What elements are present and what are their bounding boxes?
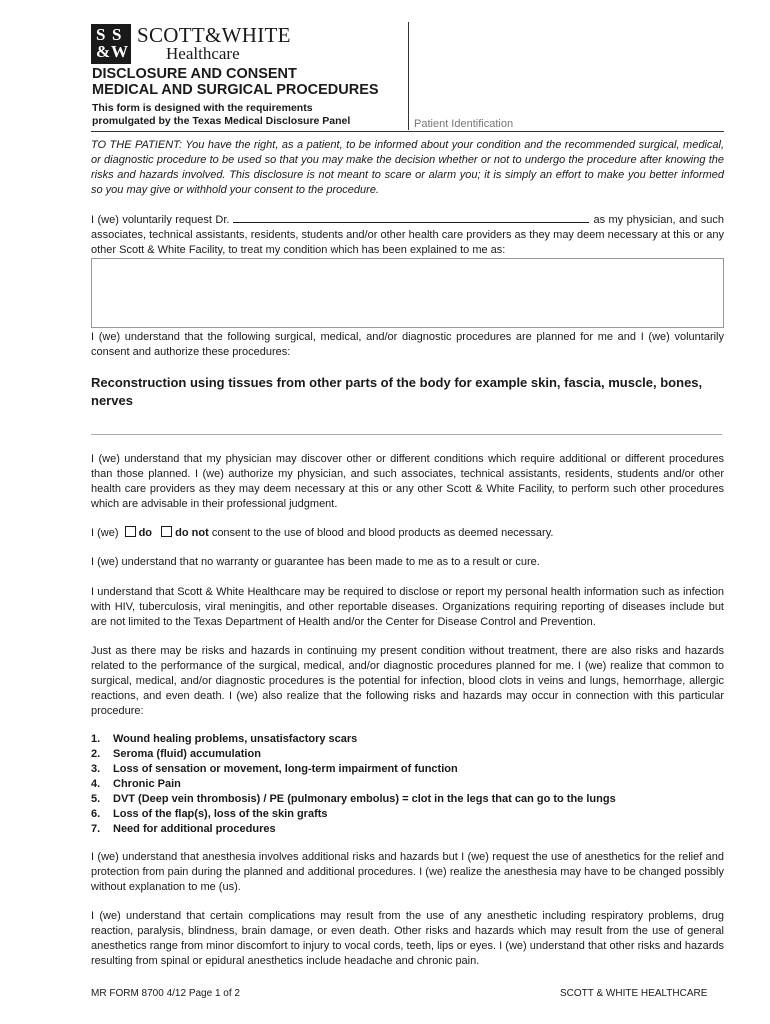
request-paragraph [91, 212, 724, 258]
blood-suffix: consent to the use of blood and blood products as deemed necessary. [211, 527, 554, 539]
discover-paragraph: I (we) understand that my physician may discover other or different conditions which require additional or different procedures than those planned. I (we) authorize my physician, and such associates, technical assistants, residents, students and/or other health care providers as they may deem necessary at this or any other Scott & White Facility, to perform such other procedures which are advisable in their professional judgment. [91, 453, 724, 510]
logo-letter-w: W [111, 42, 128, 61]
list-item: 4. Chronic Pain [91, 778, 181, 790]
disclose-paragraph: I understand that Scott & White Healthcare may be required to disclose or report my personal health information such as infection with HIV, tuberculosis, viral meningitis, and other reportable diseases. Organizations requiring reporting of diseases include but are not limited to the Texas Department of Health and/or the Center for Disease Control and Prevention. [91, 586, 724, 628]
brand-name: SCOTT&WHITE [137, 23, 291, 47]
procedure-heading: Reconstruction using tissues from other parts of the body for example skin, fascia, muscle, bones, nerves [91, 375, 703, 408]
request-before: I (we) voluntarily request Dr. [91, 214, 230, 226]
blood-prefix: I (we) [91, 527, 119, 539]
list-item: 6. Loss of the flap(s), loss of the skin grafts [91, 808, 328, 820]
physician-name-field[interactable] [233, 212, 589, 223]
form-number: MR FORM 8700 4/12 Page 1 of 2 [91, 988, 240, 999]
form-title [92, 66, 379, 98]
procedure-rule [91, 434, 722, 435]
condition-textbox[interactable] [91, 258, 724, 328]
request-rest: such associates, technical assistants, residents, students and/or other health care providers as they may deem necessary at this or any other Scott & White Facility, to treat my condition which has been explained to me as: [91, 214, 724, 256]
logo-letter-s2: S [112, 25, 122, 44]
request-after: as my physician, and [593, 214, 698, 226]
list-item: 7. Need for additional procedures [91, 823, 276, 835]
patient-id-label: Patient Identification [414, 118, 514, 130]
anesthesia-paragraph-2: I (we) understand that certain complications may result from the use of any anesthetic including respiratory problems, drug reaction, paralysis, blindness, brain damage, or even death. Other risks and hazards which may result from the use of general anesthetics range from minor discomfort to injury to vocal cords, teeth, lips or eyes. I (we) understand that other risks and hazards resulting from spinal or epidural anesthetics include headache and chronic pain. [91, 910, 724, 967]
header-rule [91, 131, 724, 132]
risk-list [91, 732, 616, 837]
footer-organization: SCOTT & WHITE HEALTHCARE [560, 988, 708, 999]
brand-subname: Healthcare [166, 44, 240, 63]
do-label: do [138, 527, 153, 539]
do-not-checkbox[interactable] [161, 526, 172, 537]
form-subtitle-line2: promulgated by the Texas Medical Disclosure Panel [92, 115, 351, 127]
warranty-paragraph: I (we) understand that no warranty or guarantee has been made to me as to a result or cure. [91, 556, 540, 568]
list-item: 2. Seroma (fluid) accumulation [91, 748, 261, 760]
do-checkbox[interactable] [125, 526, 136, 537]
form-title-line1: DISCLOSURE AND CONSENT [92, 66, 297, 82]
intro-paragraph: TO THE PATIENT: You have the right, as a patient, to be informed about your condition and the recommended surgical, medical, or diagnostic procedure to be used so that you may make the decision whether or not to undergo the procedure after knowing the risks and hazards involved. This disclosure is not meant to scare or alarm you; it is simply an effort to make you better informed so you may give or withhold your consent to the procedure. [91, 139, 724, 196]
list-item: 5. DVT (Deep vein thrombosis) / PE (pulmonary embolus) = clot in the legs that can go to the lungs [91, 793, 616, 805]
do-not-label: do not [175, 527, 209, 539]
list-item: 1. Wound healing problems, unsatisfactory scars [91, 733, 358, 745]
list-item: 3. Loss of sensation or movement, long-term impairment of function [91, 763, 458, 775]
logo-letter-s: S [96, 25, 106, 44]
form-subtitle [92, 102, 350, 128]
form-subtitle-line1: This form is designed with the requirements [92, 102, 313, 114]
logo-letter-amp: & [96, 42, 111, 61]
anesthesia-paragraph-1: I (we) understand that anesthesia involves additional risks and hazards but I (we) request the use of anesthetics for the relief and protection from pain during the planned and additional procedures. I (we) realize the anesthesia may have to be changed possibly without explanation to me (us). [91, 851, 724, 893]
header-divider [408, 22, 409, 130]
planned-paragraph: I (we) understand that the following surgical, medical, and/or diagnostic procedures are planned for me and I (we) voluntarily consent and authorize these procedures: [91, 331, 724, 358]
blood-consent-line [91, 526, 724, 541]
risks-paragraph: Just as there may be risks and hazards in continuing my present condition without treatment, there are also risks and hazards related to the performance of the surgical, medical, and/or diagnostic procedures planned for me. I (we) realize that common to surgical, medical, and/or diagnostic procedures is the potential for infection, blood clots in veins and lungs, hemorrhage, allergic reactions, and even death. I (we) also realize that the following risks and hazards may occur in connection with this particular procedure: [91, 645, 724, 717]
form-title-line2: MEDICAL AND SURGICAL PROCEDURES [92, 82, 379, 98]
logo-mark [91, 24, 131, 64]
